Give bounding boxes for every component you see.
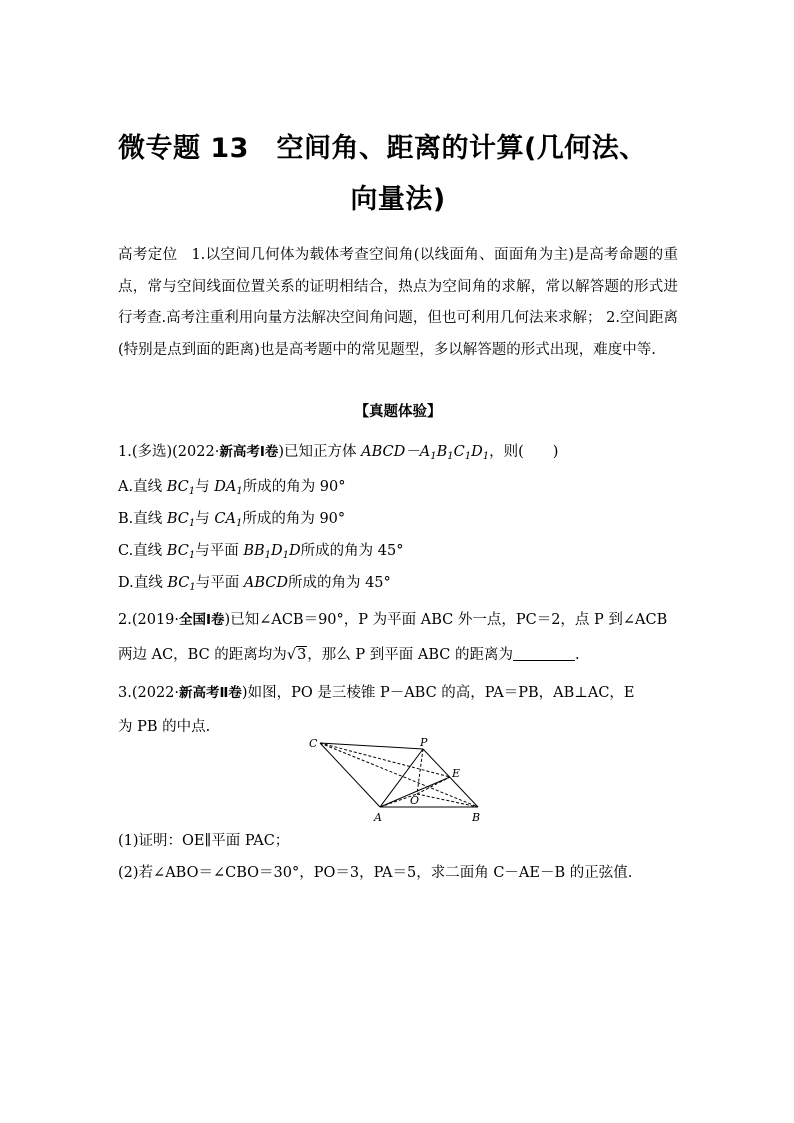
label-a: A [374, 811, 382, 824]
q3-source: 新高考Ⅱ卷 [179, 685, 242, 701]
edge-ca [320, 743, 380, 807]
q1-end: ，则( ) [489, 444, 559, 460]
edge-pb [423, 749, 478, 807]
answer-blank[interactable] [513, 646, 575, 661]
label-o: O [410, 794, 420, 807]
q1-stem [118, 440, 558, 462]
intro-paragraph [118, 240, 678, 366]
sqrt-three: √3 [286, 647, 307, 663]
page-title-line-1: 微专题 13 空间角、距离的计算(几何法、 [118, 133, 647, 164]
label-e: E [452, 767, 461, 780]
q3-part-2: (2)若∠ABO＝∠CBO＝30°，PO＝3，PA＝5，求二面角 C－AE－B 的正弦值. [118, 865, 633, 881]
q1-source: 新高考Ⅰ卷 [219, 444, 279, 460]
q1-mid: )已知正方体 [278, 444, 362, 460]
edge-ob [417, 794, 478, 807]
label-c: C [309, 737, 318, 750]
label-p: P [420, 736, 428, 749]
q1-option-c: C.直线 $BC_1$与平面 $BB_1D_1D$所成的角为 45° [118, 543, 404, 561]
intro-label: 高考定位 [118, 247, 178, 263]
page-title-line-2: 向量法) [350, 184, 446, 215]
q1-cube: $ABCD-A_1B_1C_1D_1$ [361, 444, 490, 462]
q2-line-1: 2.(2019·全国Ⅰ卷)已知∠ACB＝90°，P 为平面 ABC 外一点，PC＝2，点 P 到∠ACB [118, 612, 668, 628]
q1-option-d: D.直线 $BC_1$与平面 ABCD所成的角为 45° [118, 575, 391, 593]
q1-option-a: A.直线 $BC_1$与 $DA_1$所成的角为 90° [118, 479, 346, 497]
intro-text: 1.以空间几何体为载体考查空间角(以线面角、面面角为主)是高考命题的重点，常与空间线面位置关系的证明相结合，热点为空间角的求解，常以解答题的形式进行考查.高考注重利用向量方法解决空间角问题，但也可利用几何法来求解； 2.空间距离(特别是点到面的距离)也是高考题中的常见题型，多以解答题的形式出现，难度中等. [118, 247, 678, 358]
edge-cp [320, 743, 423, 749]
q2-line-2: 两边 AC，BC 的距离均为√3，那么 P 到平面 ABC 的距离为 . [118, 647, 580, 663]
q2-source: 全国Ⅰ卷 [179, 612, 225, 628]
edge-ce [320, 743, 450, 777]
label-b: B [472, 811, 481, 824]
q1-prefix: 1.(多选)(2022· [118, 444, 220, 460]
q3-line-1: 3.(2022·新高考Ⅱ卷)如图，PO 是三棱锥 P－ABC 的高，PA＝PB，AB⊥AC，E [118, 685, 635, 701]
pyramid-figure [300, 735, 500, 825]
q1-option-b: B.直线 $BC_1$与 $CA_1$所成的角为 90° [118, 511, 346, 529]
q3-line-2: 为 PB 的中点. [118, 719, 211, 735]
section-heading: 【真题体验】 [354, 403, 442, 420]
q3-part-1: (1)证明：OE∥平面 PAC； [118, 833, 290, 849]
edge-oe [417, 777, 450, 794]
